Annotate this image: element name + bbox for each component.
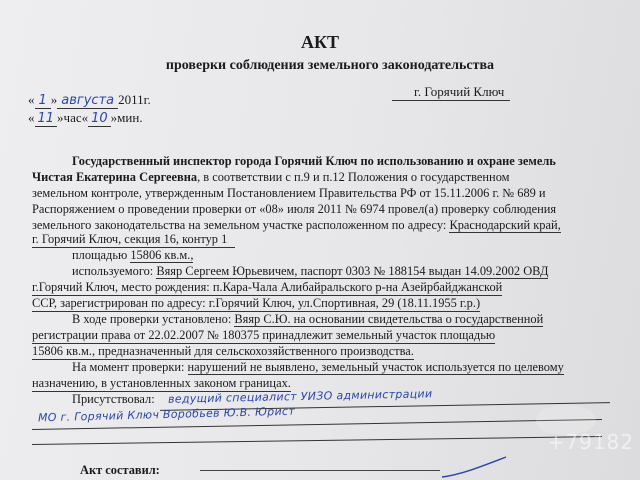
present-handwritten-1: ведущий специалист УИЗО администрации [167, 387, 433, 406]
time-minute: 10 [88, 111, 111, 127]
body-line-3: земельном контроле, утвержденным Постановлением Правительства РФ от 15.11.2006 г. № 689 и [32, 186, 546, 200]
compiled-by-line [200, 470, 440, 471]
signature-stroke [440, 455, 510, 480]
body-line-4: Распоряжением о проведении проверки от «08» июля 2011 № 6974 провел(а) проверку соблюдения [32, 202, 557, 216]
body-line-5: земельного законодательства на земельном участке расположенном по адресу: Краснодарский край, [32, 218, 561, 232]
document-subtitle: проверки соблюдения земельного законодательства [165, 58, 495, 73]
inspection-line: В ходе проверки установлено: Вяяр С.Ю. на основании свидетельства о государственной [72, 312, 544, 326]
body-line-12: регистрации права от 22.02.2007 № 180375 принадлежит земельный участок площадью [32, 328, 496, 342]
body-line-2: Чистая Екатерина Сергеевна, в соответствии с п.9 и п.12 Положения о государственном [32, 170, 510, 184]
present-handwritten-2: МО г. Горячий Ключ Воробьев Ю.В. Юрист [37, 404, 296, 425]
inspector-heading: Государственный инспектор города Горячий Ключ по использованию и охране земель [72, 154, 556, 168]
body-line-15: назначению, в установленных законом границах. [32, 376, 291, 390]
date-day: 1 [35, 93, 51, 109]
date-line: « 1 » августа 2011г. [28, 92, 151, 108]
user-line: используемого: Вяяр Сергеем Юрьевичем, паспорт 0303 № 188154 выдан 14.09.2002 ОВД [72, 264, 549, 278]
present-underline-3 [32, 436, 602, 445]
compiled-by-label: Акт составил: [80, 463, 160, 477]
time-hour: 11 [35, 111, 58, 127]
place: г. Горячий Ключ [392, 84, 510, 101]
document-title: АКТ [300, 32, 340, 52]
time-line: « 11 »час« 10 »мин. [28, 110, 143, 126]
body-line-9: г.Горячий Ключ, место рождения: п.Кара-Чала Алибайральского р-на Азейрбайджанской [32, 280, 503, 294]
watermark: +79182 [547, 430, 634, 454]
body-line-10: ССР, зарегистрирован по адресу: г.Горячий Ключ, ул.Спортивная, 29 (18.11.1955 г.р.) [32, 296, 481, 310]
body-line-6: г. Горячий Ключ, секция 16, контур 1 [32, 232, 235, 248]
present-label: Присутствовал: [72, 392, 155, 406]
date-month: августа [57, 93, 118, 109]
result-line: На момент проверки: нарушений не выявлено, земельный участок используется по целевому [72, 360, 564, 374]
area-line: площадью 15806 кв.м., [72, 248, 194, 262]
body-line-13: 15806 кв.м., предназначенный для сельскохозяйственного производства. [32, 344, 414, 358]
